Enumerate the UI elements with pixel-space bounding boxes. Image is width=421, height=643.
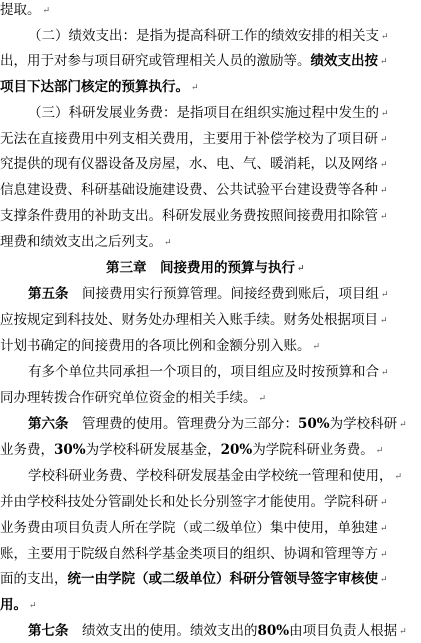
text-line xyxy=(0,230,172,254)
text-run: 绩效支出的使用。绩效支出的 xyxy=(68,623,258,639)
text-line xyxy=(0,542,388,566)
bold-text: 绩效支出按 xyxy=(310,53,378,69)
text-line xyxy=(0,386,266,410)
paragraph-mark-icon: ↵ xyxy=(258,394,267,404)
text-run: 为学校科研发展基金， xyxy=(85,442,221,458)
paragraph-mark-icon: ↵ xyxy=(381,32,389,42)
paragraph-mark-icon: ↵ xyxy=(381,368,389,378)
text-line xyxy=(0,567,388,591)
text-run: 账，主要用于院级自然科学基金类项目的组织、协调和管理等方 xyxy=(0,546,378,562)
text-line xyxy=(0,308,388,332)
text-run: 应按规定到科技处、财务处办理相关入账手续。财务处根据项目 xyxy=(0,312,378,328)
paragraph-mark-icon: ↵ xyxy=(380,550,388,560)
bold-text: 第三章 间接费用的预算与执行 xyxy=(106,260,295,276)
paragraph-mark-icon: ↵ xyxy=(380,498,388,508)
text-run: 出，用于对参与项目研究或管理相关人员的激励等。 xyxy=(0,53,311,69)
text-run: 计划书确定的间接费用的各项比例和金额分别入账。 xyxy=(0,338,311,354)
text-run: 支撑条件费用的补助支出。科研发展业务费按照间接费用扣除管 xyxy=(0,208,378,224)
bold-text: 50% xyxy=(298,416,330,432)
bold-text: 第七条 xyxy=(28,623,69,639)
text-run: 有多个单位共同承担一个项目的，项目组应及时按预算和合 xyxy=(28,364,379,380)
paragraph-mark-icon: ↵ xyxy=(312,342,321,352)
text-run: （二）绩效支出：是指为提高科研工作的绩效安排的相关支 xyxy=(28,28,379,44)
bold-text: 第五条 xyxy=(28,286,69,302)
text-line xyxy=(0,438,383,462)
text-run: 无法在直接费用中列支相关费用，主要用于补偿学校为了项目研 xyxy=(0,131,378,147)
bold-text: 80% xyxy=(257,623,290,639)
text-line xyxy=(0,412,407,436)
text-line xyxy=(0,75,199,99)
text-run: 间接费用实行预算管理。间接经费到账后，项目组 xyxy=(68,286,379,302)
text-line xyxy=(0,593,37,617)
text-line xyxy=(0,464,402,488)
bold-text: 项目下达部门核定的预算执行。 xyxy=(0,79,189,95)
bold-text: 统一由学院（或二级单位）科研分管领导签字审核使 xyxy=(67,571,378,587)
text-line xyxy=(0,152,388,176)
text-run: 信息建设费、科研基础设施建设费、公共试验平台建设费等各种 xyxy=(0,182,378,198)
text-line xyxy=(0,49,388,73)
text-line xyxy=(0,516,388,540)
text-run: 面的支出， xyxy=(0,571,68,587)
text-line xyxy=(0,101,389,125)
paragraph-mark-icon: ↵ xyxy=(29,601,37,611)
text-line xyxy=(0,334,320,358)
chapter-heading xyxy=(0,256,305,280)
paragraph-mark-icon: ↵ xyxy=(380,316,388,326)
bold-text: 20% xyxy=(220,442,253,458)
paragraph-mark-icon: ↵ xyxy=(399,420,407,430)
paragraph-mark-icon: ↵ xyxy=(164,238,172,248)
bold-text: 30% xyxy=(54,442,86,458)
text-run: 究提供的现有仪器设备及房屋，水、电、气、暖消耗，以及网络 xyxy=(0,156,378,172)
text-line xyxy=(0,490,388,514)
text-line xyxy=(0,360,389,384)
text-run: 理费和绩效支出之后列支。 xyxy=(0,234,162,250)
bold-text: 用。 xyxy=(0,597,27,613)
paragraph-mark-icon: ↵ xyxy=(394,472,403,482)
text-run: 业务费由项目负责人所在学院（或二级单位）集中使用，单独建 xyxy=(0,520,378,536)
paragraph-mark-icon: ↵ xyxy=(380,135,388,145)
text-line xyxy=(0,24,389,48)
paragraph-mark-icon: ↵ xyxy=(380,160,388,170)
text-line xyxy=(0,127,388,151)
text-run: 为学院科研业务费。 xyxy=(252,442,374,458)
text-run: 管理费的使用。管理费分为三部分： xyxy=(68,416,298,432)
paragraph-mark-icon: ↵ xyxy=(380,212,388,222)
paragraph-mark-icon: ↵ xyxy=(380,524,388,534)
text-run: 为学校科研 xyxy=(329,416,398,432)
paragraph-mark-icon: ↵ xyxy=(399,627,407,637)
text-line xyxy=(0,178,388,202)
paragraph-mark-icon: ↵ xyxy=(381,290,389,300)
text-line xyxy=(0,619,407,643)
paragraph-mark-icon: ↵ xyxy=(42,6,51,16)
text-run: 学校科研业务费、学校科研发展基金由学校统一管理和使用， xyxy=(28,468,393,484)
paragraph-mark-icon: ↵ xyxy=(191,83,199,93)
paragraph-mark-icon: ↵ xyxy=(375,446,384,456)
bold-text: 第六条 xyxy=(28,416,69,432)
text-line xyxy=(0,204,388,228)
paragraph-mark-icon: ↵ xyxy=(381,109,389,119)
paragraph-mark-icon: ↵ xyxy=(380,186,388,196)
text-line xyxy=(0,0,50,22)
text-run: 提取。 xyxy=(0,2,41,18)
paragraph-mark-icon: ↵ xyxy=(380,57,388,67)
text-run: 并由学校科技处分管副处长和处长分别签字才能使用。学院科研 xyxy=(0,494,378,510)
paragraph-mark-icon: ↵ xyxy=(297,264,305,274)
text-run: 同办理转拨合作研究单位资金的相关手续。 xyxy=(0,390,257,406)
text-run: 业务费， xyxy=(0,442,54,458)
text-run: （三）科研发展业务费：是指项目在组织实施过程中发生的 xyxy=(28,105,379,121)
text-line xyxy=(0,282,389,306)
text-run: 由项目负责人根据 xyxy=(289,623,398,639)
paragraph-mark-icon: ↵ xyxy=(380,575,388,585)
